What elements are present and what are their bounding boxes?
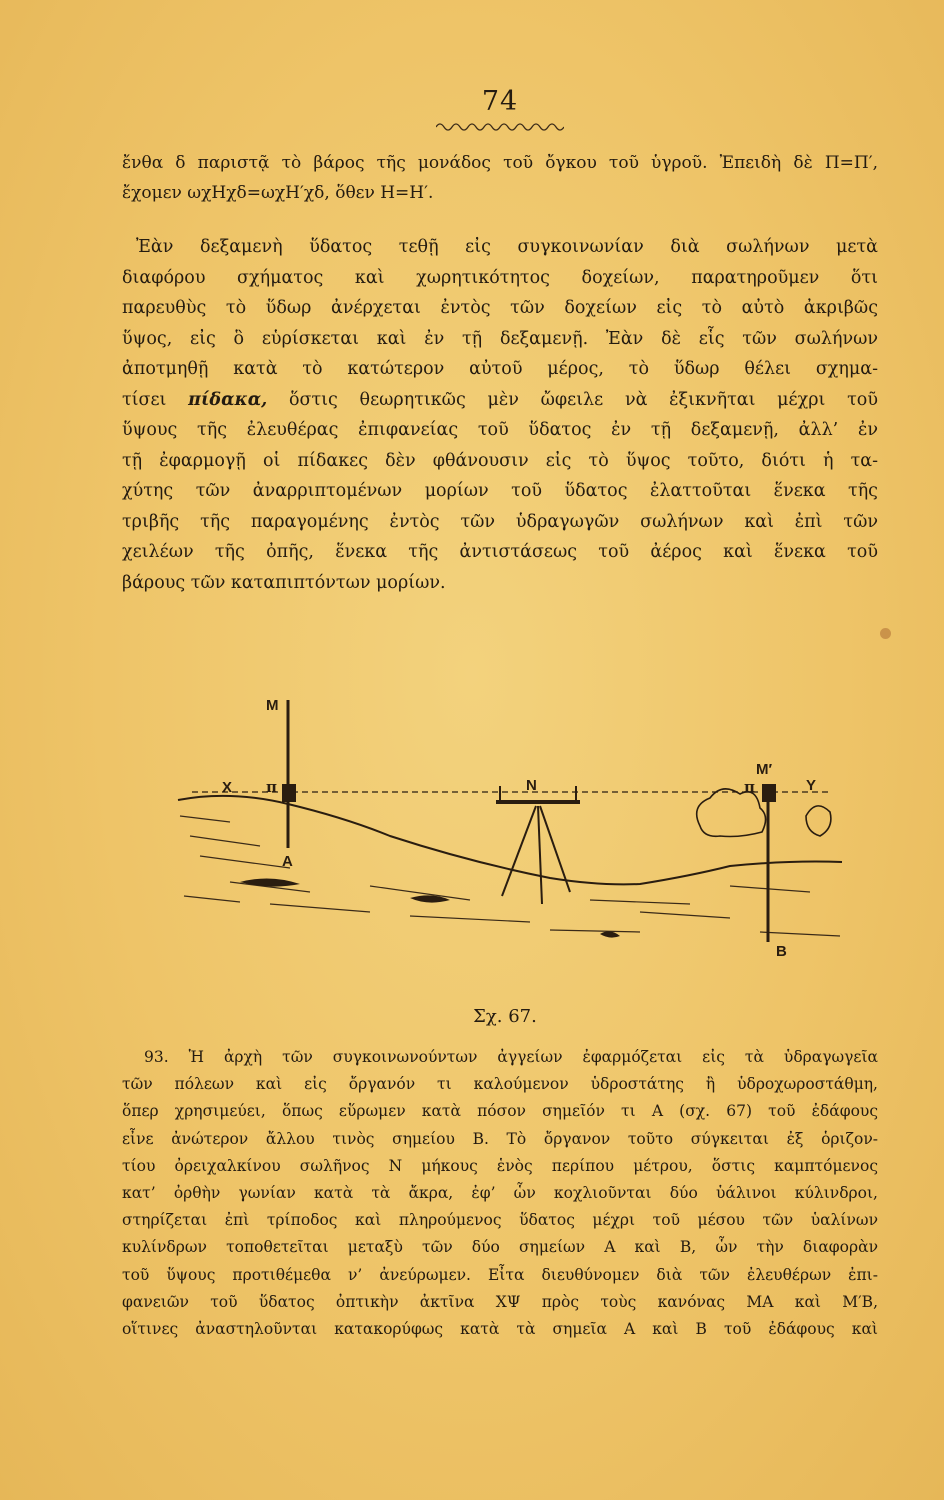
page-number: 74 <box>481 86 519 117</box>
paragraph-line-with-emphasis <box>122 385 878 416</box>
paper-stain <box>880 628 891 639</box>
paragraph-line: κατ’ ὀρθὴν γωνίαν κατὰ τὰ ἄκρα, ἐφ’ ὧν κοχλιοῦνται δύο ὑάλινοι κύλινδροι, <box>122 1184 878 1203</box>
paragraph-line: εἶνε ἀνώτερον ἄλλου τινὸς σημείου B. Τὸ ὄργανον τοῦτο σύγκειται ἐξ ὁριζον- <box>122 1129 878 1148</box>
intro-line: ἔχομεν ωχΗχδ=ωχΗ′χδ, ὅθεν Η=Η′. <box>122 183 434 203</box>
line-rest: ὅστις θεωρητικῶς μὲν ὤφειλε νὰ ἐξικνῆται μέχρι τοῦ <box>288 389 878 410</box>
label-B: B <box>776 943 787 960</box>
leveling-instrument-figure <box>170 686 850 970</box>
label-M-prime: M′ <box>756 761 773 778</box>
line-start: τίσει <box>122 389 167 410</box>
paragraph-line: 93. Ἡ ἀρχὴ τῶν συγκοινωνούντων ἀγγείων ἐφαρμόζεται εἰς τὰ ὑδραγωγεῖα <box>144 1048 878 1066</box>
paragraph-line: Ἐὰν δεξαμενὴ ὕδατος τεθῇ εἰς συγκοινωνίαν διὰ σωλήνων μετὰ <box>136 237 878 257</box>
paragraph-line: ὕψος, εἰς ὃ εὑρίσκεται καὶ ἐν τῇ δεξαμενῇ. Ἐὰν δὲ εἷς τῶν σωλήνων <box>122 328 878 349</box>
label-pi-right: π <box>744 778 755 796</box>
paragraph-communicating-vessels <box>122 232 878 598</box>
label-N: N <box>526 777 537 794</box>
paragraph-line: στηρίζεται ἐπὶ τρίποδος καὶ πληρούμενος ὕδατος μέχρι τοῦ μέσου τῶν ὑαλίνων <box>122 1211 878 1230</box>
label-Y: Y <box>806 777 817 794</box>
label-pi-left: π <box>266 778 277 796</box>
paragraph-line: ὕψους τῆς ἐλευθέρας ἐπιφανείας τοῦ ὕδατος ἐν τῇ δεξαμενῇ, ἀλλ’ ἐν <box>122 420 878 440</box>
tripod-leg <box>502 806 536 896</box>
paragraph-line: τριβῆς τῆς παραγομένης ἐντὸς τῶν ὑδραγωγῶν σωλήνων καὶ ἐπὶ τῶν <box>122 511 878 532</box>
paragraph-line: βάρους τῶν καταπιπτόντων μορίων. <box>122 572 446 593</box>
figure-caption: Σχ. 67. <box>473 1006 537 1027</box>
paragraph-line: χύτης τῶν ἀναρριπτομένων μορίων τοῦ ὕδατος ἐλαττοῦται ἕνεκα τῆς <box>122 481 878 501</box>
paragraph-line: τοῦ ὕψους προτιθέμεθα ν’ ἀνεύρωμεν. Εἶτα διευθύνομεν διὰ τῶν ἐλευθέρων ἐπι- <box>122 1265 878 1284</box>
rod-right-target <box>762 784 776 802</box>
intro-paragraph <box>122 148 878 208</box>
paragraph-line: οἵτινες ἀναστηλοῦνται κατακορύφως κατὰ τὰ σημεῖα A καὶ B τοῦ ἐδάφους καὶ <box>122 1320 878 1339</box>
label-A: A <box>282 853 293 870</box>
paragraph-line: φανειῶν τοῦ ὕδατος ὀπτικὴν ἀκτῖνα XΨ πρὸς τοὺς κανόνας MA καὶ M′B, <box>122 1292 878 1311</box>
wavy-ornament <box>436 118 564 132</box>
paragraph-93 <box>122 1044 878 1343</box>
label-X: X <box>222 779 233 796</box>
paragraph-line: παρευθὺς τὸ ὕδωρ ἀνέρχεται ἐντὸς τῶν δοχείων εἰς τὸ αὐτὸ ἀκριβῶς <box>122 298 878 318</box>
paragraph-line: χειλέων τῆς ὀπῆς, ἕνεκα τῆς ἀντιστάσεως τοῦ ἀέρος καὶ ἕνεκα τοῦ <box>122 542 878 562</box>
tripod-leg <box>538 806 542 904</box>
paragraph-line: τῶν πόλεων καὶ εἰς ὄργανόν τι καλούμενον ὑδροστάτης ἢ ὑδροχωροστάθμη, <box>122 1075 878 1094</box>
paragraph-line: τῇ ἐφαρμογῇ οἱ πίδακες δὲν φθάνουσιν εἰς τὸ ὕψος τοῦτο, διότι ἡ τα- <box>122 450 878 471</box>
rod-left-target <box>282 784 296 802</box>
paragraph-line: διαφόρου σχήματος καὶ χωρητικότητος δοχείων, παρατηροῦμεν ὅτι <box>122 267 878 288</box>
paragraph-line: ὅπερ χρησιμεύει, ὅπως εὕρωμεν κατὰ πόσον σημεῖόν τι A (σχ. 67) τοῦ ἐδάφους <box>122 1102 878 1121</box>
intro-line: ἔνθα δ παριστᾷ τὸ βάρος τῆς μονάδος τοῦ ὄγκου τοῦ ὑγροῦ. Ἐπειδὴ δὲ Π=Π′, <box>122 153 878 173</box>
label-M: M <box>266 697 279 714</box>
paragraph-line: ἀποτμηθῇ κατὰ τὸ κατώτερον αὐτοῦ μέρος, τὸ ὕδωρ θέλει σχημα- <box>122 359 878 379</box>
ground-slope <box>178 796 842 885</box>
paragraph-line: κυλίνδρων τοποθετεῖται μεταξὺ τῶν δύο σημείων A καὶ B, ὧν τὴν διαφορὰν <box>122 1238 878 1257</box>
dark-patches <box>240 878 620 937</box>
emphasis-word: πίδακα, <box>188 389 268 410</box>
paragraph-line: τίου ὀρειχαλκίνου σωλῆνος N μήκους ἑνὸς περίπου μέτρου, ὅστις καμπτόμενος <box>122 1156 878 1175</box>
